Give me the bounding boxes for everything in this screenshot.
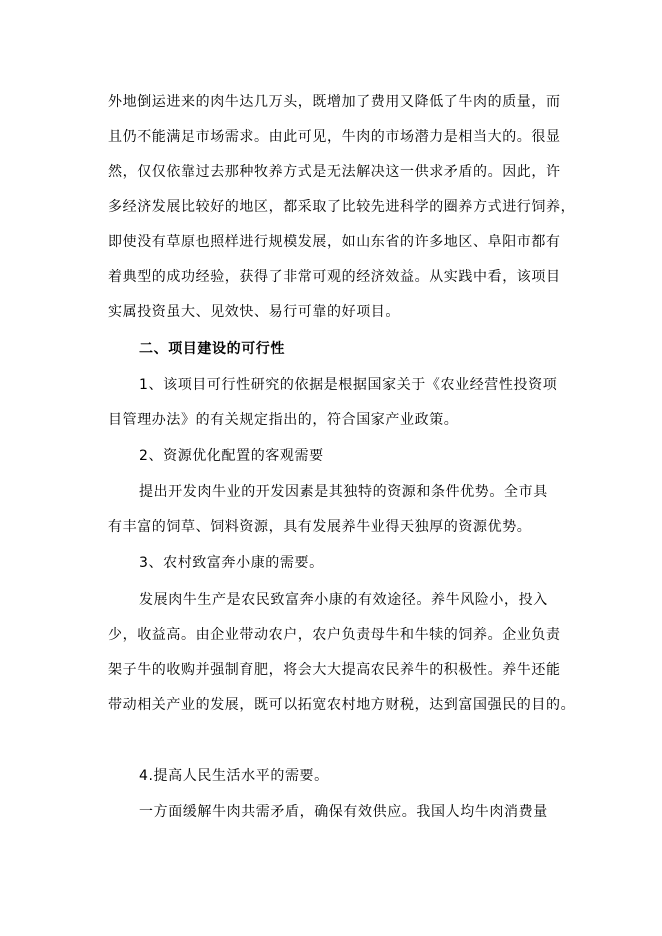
body-text-line: 实属投资虽大、见效快、易行可靠的好项目。	[108, 304, 400, 320]
body-text-line: 多经济发展比较好的地区，都采取了比较先进科学的圈养方式进行饲养，	[108, 199, 576, 215]
body-text-line: 带动相关产业的发展，既可以拓宽农村地方财税，达到富国强民的目的。	[108, 697, 576, 713]
body-text-line: 一方面缓解牛肉共需矛盾，确保有效供应。我国人均牛肉消费量	[139, 804, 548, 820]
item-heading: 3、农村致富奔小康的需要。	[139, 555, 324, 571]
body-text-line: 着典型的成功经验，获得了非常可观的经济效益。从实践中看，该项目	[108, 269, 561, 285]
section-heading: 二、项目建设的可行性	[139, 341, 285, 357]
body-text-line: 架子牛的收购并强制育肥，将会大大提高农民养牛的积极性。养牛还能	[108, 662, 561, 678]
body-text-line: 然，仅仅依靠过去那种牧养方式是无法解决这一供求矛盾的。因此，许	[108, 164, 561, 180]
body-text-line: 即使没有草原也照样进行规模发展，如山东省的许多地区、阜阳市都有	[108, 234, 561, 250]
body-text-line: 目管理办法》的有关规定指出的，符合国家产业政策。	[108, 412, 459, 428]
body-text-line: 提出开发肉牛业的开发因素是其独特的资源和条件优势。全市具	[139, 484, 548, 500]
body-text-line: 少，收益高。由企业带动农户，农户负责母牛和牛犊的饲养。企业负责	[108, 627, 561, 643]
item-heading: 2、资源优化配置的客观需要	[139, 448, 324, 464]
body-text-line: 发展肉牛生产是农民致富奔小康的有效途径。养牛风险小，投入	[139, 592, 548, 608]
body-text-line: 1、该项目可行性研究的依据是根据国家关于《农业经营性投资项	[139, 377, 558, 393]
body-text-line: 外地倒运进来的肉牛达几万头，既增加了费用又降低了牛肉的质量，而	[108, 94, 561, 110]
body-text-line: 且仍不能满足市场需求。由此可见，牛肉的市场潜力是相当大的。很显	[108, 129, 561, 145]
body-text-line: 有丰富的饲草、饲料资源，具有发展养牛业得天独厚的资源优势。	[108, 519, 532, 535]
item-heading: 4.提高人民生活水平的需要。	[139, 768, 329, 784]
